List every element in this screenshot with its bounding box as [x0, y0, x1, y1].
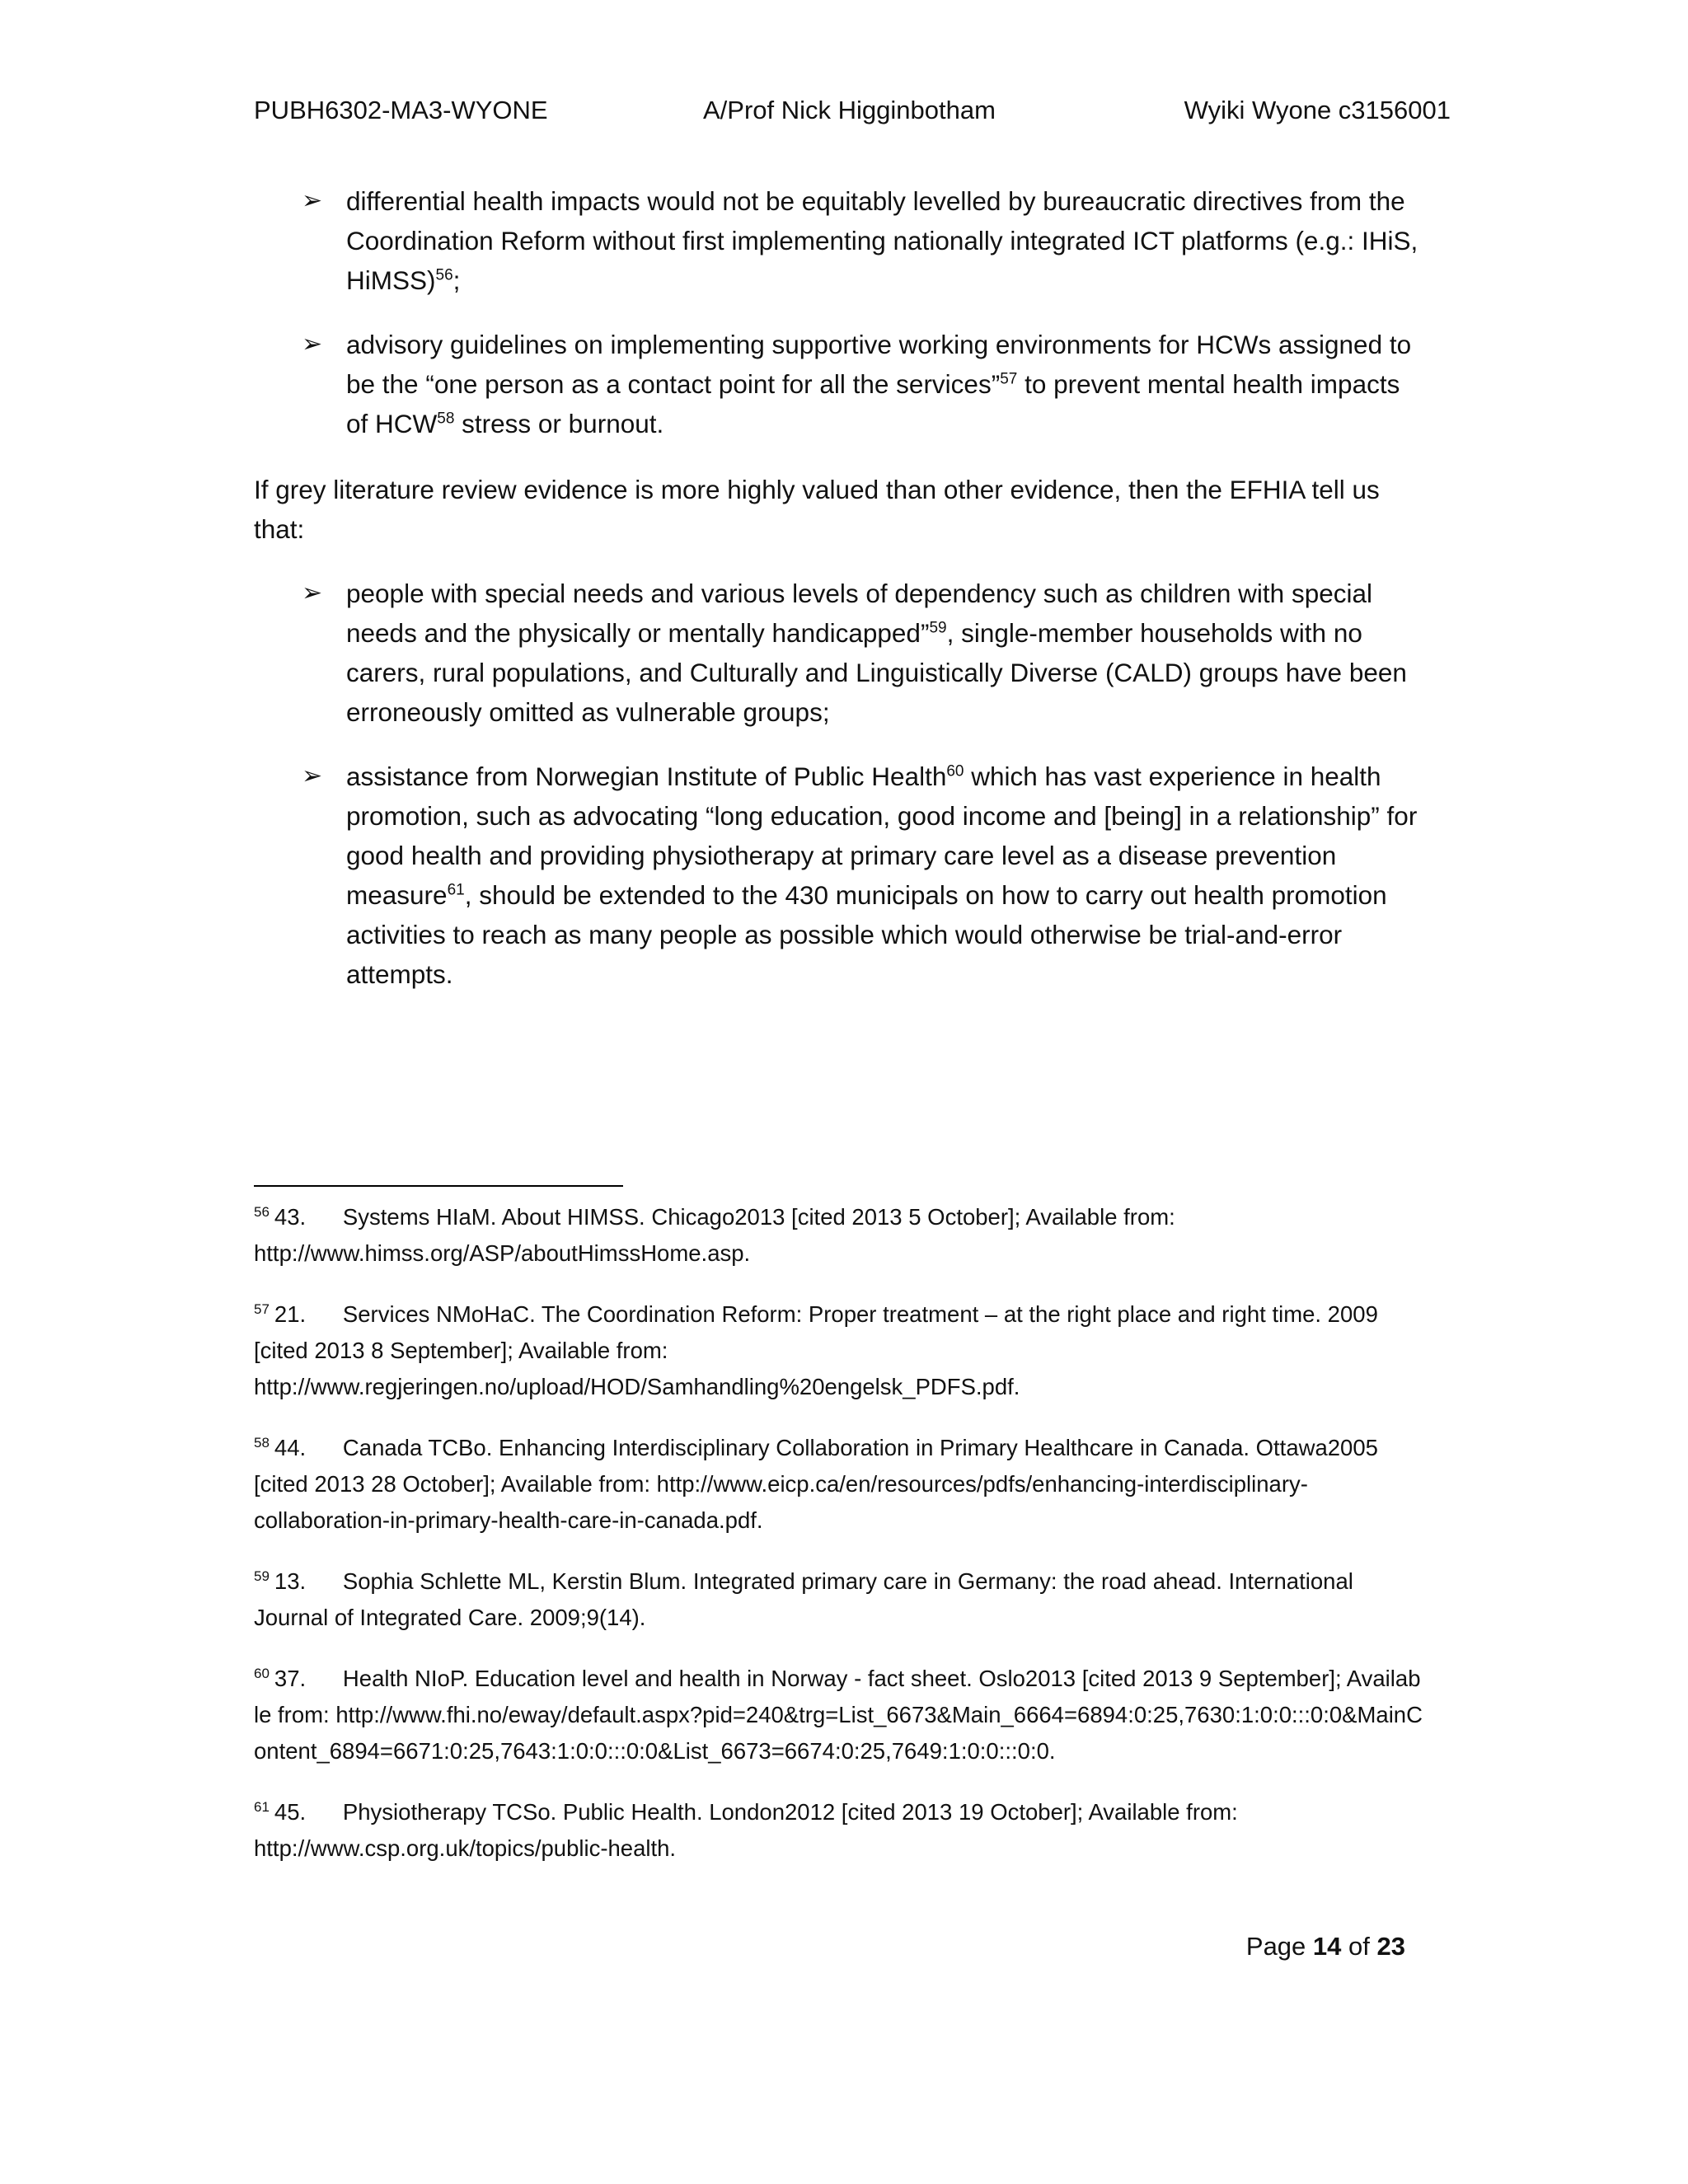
footnote-ref[interactable]: 58 [437, 410, 455, 428]
page-header [254, 92, 1451, 129]
page-number-prefix: Page [1245, 1932, 1306, 1961]
footnote-number: 57 [254, 1301, 270, 1317]
reference-index: 13. [274, 1568, 307, 1594]
reference-index: 44. [274, 1435, 307, 1460]
bullet-text: differential health impacts would not be equitably levelled by bureaucratic directives from the Coordination Reform without first implementing nationally integrated ICT platforms (e.g.: IHiS, HiMSS) [346, 186, 1418, 295]
footnote [254, 1563, 1424, 1636]
footnote-number: 59 [254, 1568, 270, 1584]
bullet-item [254, 757, 1424, 994]
bullet-text: assistance from Norwegian Institute of Public Health [346, 762, 947, 791]
bullet-item [254, 181, 1424, 300]
page-number-total: 23 [1376, 1932, 1405, 1961]
bullet-text: people with special needs and various levels of dependency such as children with special needs and the physically or mentally handicapped” [346, 579, 1373, 648]
footnote-ref[interactable]: 56 [435, 266, 453, 284]
footnote-text: Services NMoHaC. The Coordination Reform: Proper treatment – at the right place and right time. 2009 [cited 2013 8 September]; Available from: http://www.regjeringen.no/upload/HOD/Samhandling%20engelsk_PDFS.pdf. [254, 1301, 1378, 1399]
footnote-text: Sophia Schlette ML, Kerstin Blum. Integrated primary care in Germany: the road ahead. International Journal of Integrated Care. 2009;9(14). [254, 1568, 1353, 1630]
footnote-text: Systems HIaM. About HIMSS. Chicago2013 [cited 2013 5 October]; Available from: http://www.himss.org/ASP/aboutHimssHome.asp. [254, 1204, 1175, 1266]
reference-index: 21. [274, 1301, 307, 1327]
reference-index: 37. [274, 1666, 307, 1691]
page-number-current: 14 [1312, 1932, 1342, 1961]
bullet-text: to prevent mental health impacts of HCW [346, 369, 1400, 438]
footnote-number: 61 [254, 1798, 270, 1815]
footnote-separator [254, 1185, 623, 1187]
bullet-item [254, 574, 1424, 732]
bullet-text: which has vast experience in health promotion, such as advocating “long education, good income and [being] in a relationship” for good health and providing physiotherapy at primary care level as a disease prevention measure [346, 762, 1418, 910]
footnote-number: 56 [254, 1203, 270, 1220]
footnote-ref[interactable]: 59 [929, 619, 947, 637]
footnote [254, 1661, 1424, 1769]
footnote [254, 1794, 1424, 1867]
bullet-item [254, 325, 1424, 443]
arrow-bullet-icon: ➢ [302, 187, 323, 214]
arrow-bullet-icon: ➢ [302, 579, 323, 607]
reference-index: 45. [274, 1799, 307, 1825]
arrow-bullet-icon: ➢ [302, 330, 323, 358]
header-course-code: PUBH6302-MA3-WYONE [254, 96, 548, 124]
bullet-text: stress or burnout. [454, 409, 664, 438]
footnote [254, 1430, 1424, 1539]
reference-index: 43. [274, 1204, 307, 1230]
bullet-text: , single-member households with no carers, rural populations, and Culturally and Linguistically Diverse (CALD) groups have been erroneously omitted as vulnerable groups; [346, 618, 1407, 727]
page-number [1246, 1929, 1405, 1965]
header-student: Wyiki Wyone c3156001 [1184, 96, 1451, 124]
footnote-ref[interactable]: 61 [447, 881, 465, 899]
bullet-text: advisory guidelines on implementing supportive working environments for HCWs assigned to be the “one person as a contact point for all the services” [346, 330, 1412, 399]
footnote-text: Health NIoP. Education level and health in Norway - fact sheet. Oslo2013 [cited 2013 9 September]; Available from: http://www.fhi.no/eway/default.aspx?pid=240&trg=List_6673&Main_6664=6894:0:25,7630:1:0:0:::0:0&MainContent_6894=6671:0:25,7643:1:0:0:::0:0&List_6673=6674:0:25,7649:1:0:0:::0:0. [254, 1666, 1423, 1764]
footnote-ref[interactable]: 60 [946, 762, 964, 780]
footnotes [254, 1199, 1424, 1867]
footnote-text: Physiotherapy TCSo. Public Health. London2012 [cited 2013 19 October]; Available from: http://www.csp.org.uk/topics/public-health. [254, 1799, 1238, 1861]
footnote-number: 60 [254, 1665, 270, 1681]
bullet-list-vulnerable-groups [254, 574, 1424, 994]
bullet-text: , should be extended to the 430 municipals on how to carry out health promotion activities to reach as many people as possible which would otherwise be trial-and-error attempts. [346, 880, 1387, 989]
footnote [254, 1199, 1424, 1272]
footnote [254, 1296, 1424, 1405]
bullet-text: ; [452, 265, 461, 295]
footnote-number: 58 [254, 1434, 270, 1451]
body-paragraph: If grey literature review evidence is more highly valued than other evidence, then the EFHIA tell us that: [254, 475, 1380, 544]
arrow-bullet-icon: ➢ [302, 762, 323, 790]
footnote-ref[interactable]: 57 [1000, 370, 1018, 388]
page-number-separator: of [1348, 1932, 1370, 1961]
footnote-text: Canada TCBo. Enhancing Interdisciplinary Collaboration in Primary Healthcare in Canada. Ottawa2005 [cited 2013 28 October]; Available from: http://www.eicp.ca/en/resources/pdfs/enhancing-interdisciplinary-collaboration-in-primary-health-care-in-canada.pdf. [254, 1435, 1378, 1533]
bullet-list-ict [254, 181, 1424, 443]
header-instructor: A/Prof Nick Higginbotham [703, 96, 996, 124]
